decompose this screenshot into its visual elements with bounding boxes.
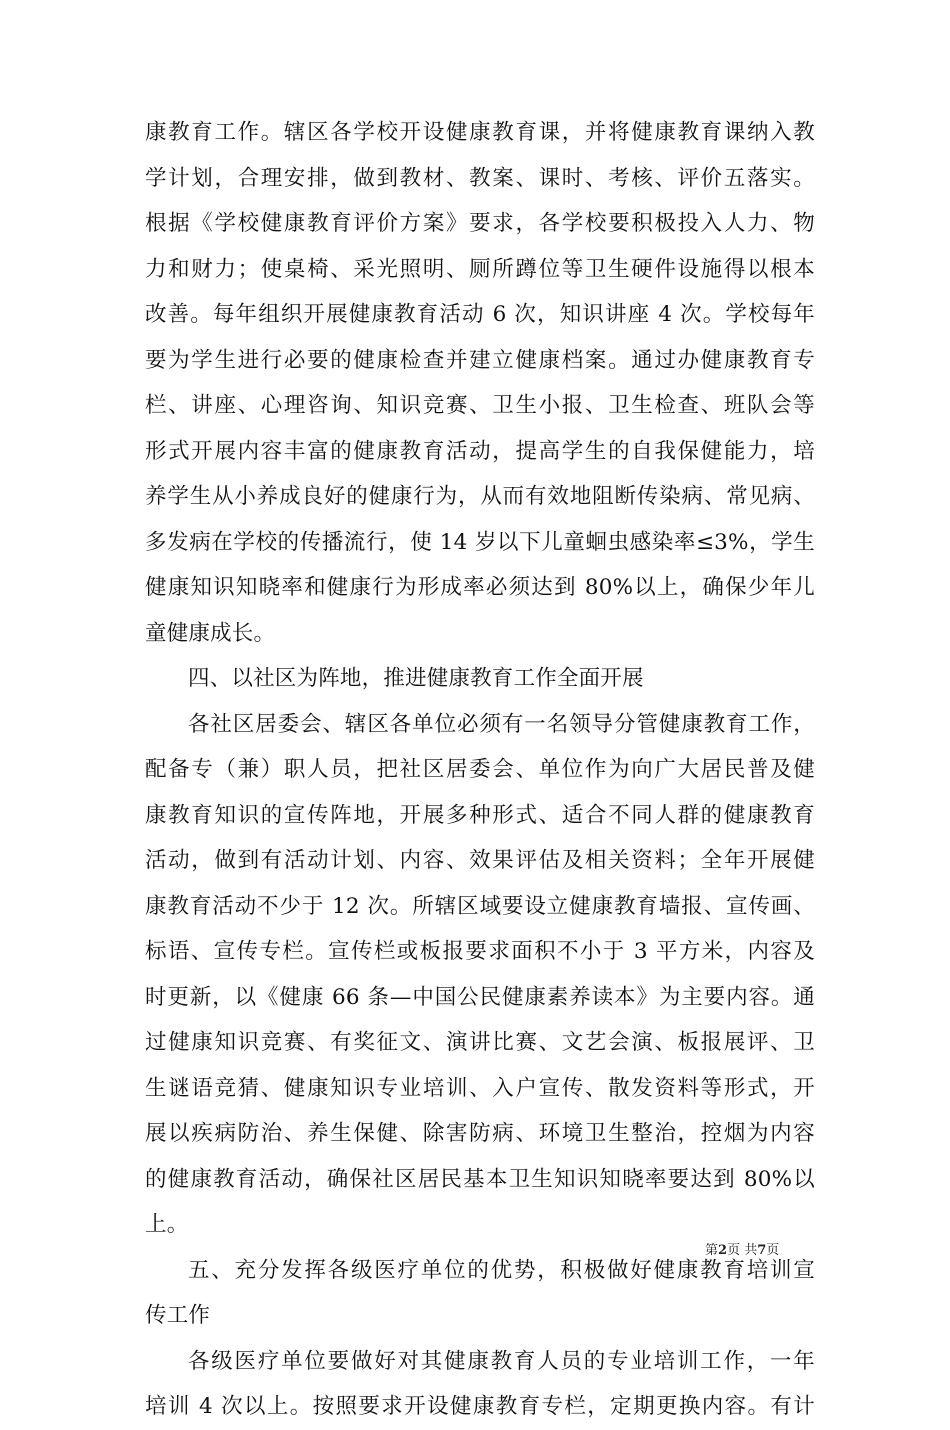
text-line: 形式开展内容丰富的健康教育活动，提高学生的自我保健能力，培 <box>145 438 815 464</box>
text-line: 根据《学校健康教育评价方案》要求，各学校要积极投入人力、物 <box>145 211 815 236</box>
text-line: 培训 4 次以上。按照要求开设健康教育专栏，定期更换内容。有计 <box>145 1394 815 1419</box>
text-line: 童健康成长。 <box>145 620 276 646</box>
text-line: 多发病在学校的传播流行，使 14 岁以下儿童蛔虫感染率≤3%，学生 <box>145 529 815 555</box>
footer-current-page: 2 <box>718 1243 728 1258</box>
text-line: 的健康教育活动，确保社区居民基本卫生知识知晓率要达到 80%以 <box>145 1166 815 1192</box>
text-line: 五、充分发挥各级医疗单位的优势，积极做好健康教育培训宣 <box>188 1257 815 1283</box>
text-line: 各级医疗单位要做好对其健康教育人员的专业培训工作，一年 <box>188 1348 815 1374</box>
text-line: 标语、宣传专栏。宣传栏或板报要求面积不小于 3 平方米，内容及 <box>145 939 815 964</box>
text-line: 栏、讲座、心理咨询、知识竞赛、卫生小报、卫生检查、班队会等 <box>145 393 815 418</box>
text-line: 时更新，以《健康 66 条—中国公民健康素养读本》为主要内容。通 <box>145 984 815 1010</box>
text-line: 配备专（兼）职人员，把社区居委会、单位作为向广大居民普及健 <box>145 757 815 782</box>
footer-suffix: 页 <box>766 1243 780 1258</box>
text-line: 康教育工作。辖区各学校开设健康教育课，并将健康教育课纳入教 <box>145 120 815 145</box>
text-line: 康教育知识的宣传阵地，开展多种形式、适合不同人群的健康教育 <box>145 802 815 828</box>
text-line: 学计划，合理安排，做到教材、教案、课时、考核、评价五落实。 <box>145 165 815 191</box>
text-line: 过健康知识竞赛、有奖征文、演讲比赛、文艺会演、板报展评、卫 <box>145 1030 815 1055</box>
text-line: 上。 <box>145 1212 189 1237</box>
text-line: 活动，做到有活动计划、内容、效果评估及相关资料；全年开展健 <box>145 848 815 873</box>
text-line: 生谜语竞猜、健康知识专业培训、入户宣传、散发资料等形式，开 <box>145 1075 815 1101</box>
text-line: 养学生从小养成良好的健康行为，从而有效地阻断传染病、常见病、 <box>145 484 815 509</box>
text-line: 展以疾病防治、养生保健、除害防病、环境卫生整治，控烟为内容 <box>145 1121 815 1146</box>
footer-middle: 页 共 <box>727 1243 758 1258</box>
text-line: 各社区居委会、辖区各单位必须有一名领导分管健康教育工作， <box>188 711 815 737</box>
page-number-footer <box>705 1243 779 1259</box>
text-line: 四、以社区为阵地，推进健康教育工作全面开展 <box>188 666 644 691</box>
footer-prefix: 第 <box>705 1243 719 1258</box>
text-line: 传工作 <box>145 1303 211 1328</box>
footer-total-pages: 7 <box>757 1243 767 1258</box>
text-line: 力和财力；使桌椅、采光照明、厕所蹲位等卫生硬件设施得以根本 <box>145 256 815 282</box>
document-body <box>145 110 815 1430</box>
text-line: 要为学生进行必要的健康检查并建立健康档案。通过办健康教育专 <box>145 347 815 373</box>
text-line: 改善。每年组织开展健康教育活动 6 次，知识讲座 4 次。学校每年 <box>145 302 815 327</box>
text-line: 康教育活动不少于 12 次。所辖区域要设立健康教育墙报、宣传画、 <box>145 893 815 919</box>
text-line: 健康知识知晓率和健康行为形成率必须达到 80%以上，确保少年儿 <box>145 575 815 600</box>
